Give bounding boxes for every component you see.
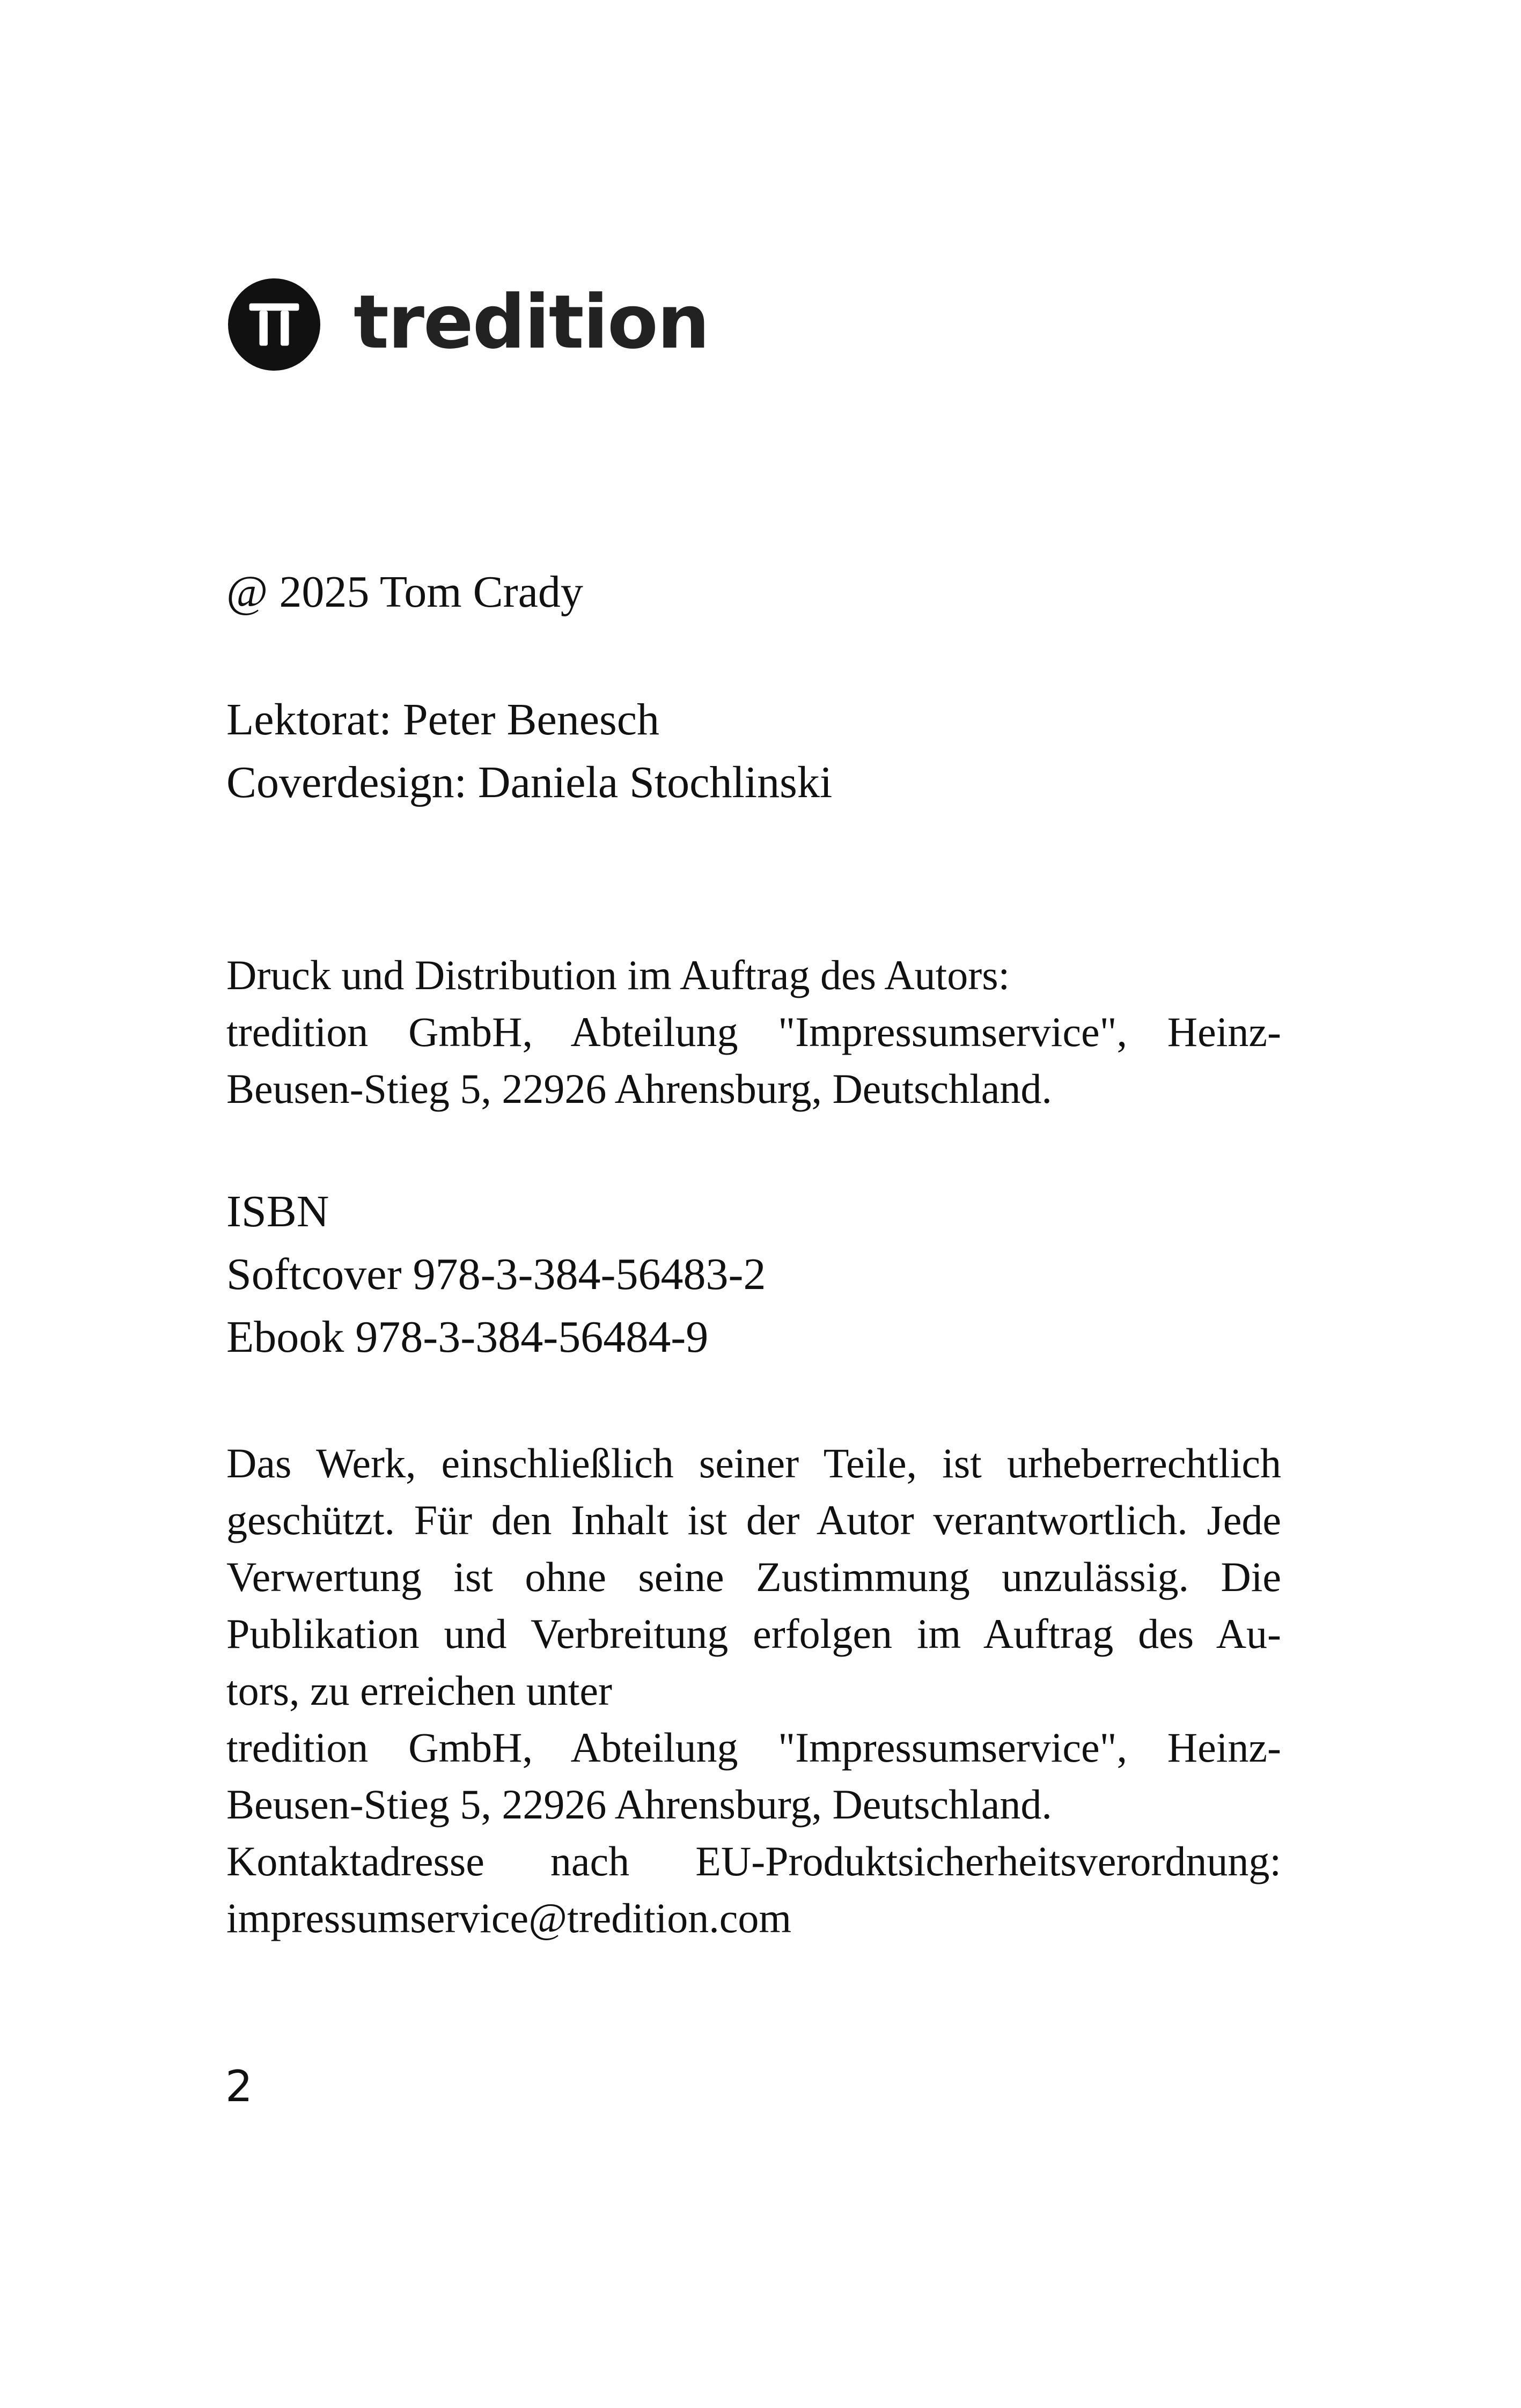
publisher-logo <box>228 276 709 373</box>
legal-line: Kontaktadresse nach EU-Produktsicherheitsverordnung: <box>226 1838 1281 1884</box>
legal-line: geschützt. Für den Inhalt ist der Autor verantwortlich. Jede <box>226 1497 1281 1543</box>
legal-line: tredition GmbH, Abteilung "Impressumservice", Heinz- <box>226 1724 1281 1771</box>
page-number: 2 <box>225 2061 253 2111</box>
contact-email: impressumservice@tredition.com <box>226 1895 792 1941</box>
isbn-heading: ISBN <box>226 1187 329 1236</box>
distribution-block <box>226 947 1281 1117</box>
legal-notice <box>226 1435 1281 1947</box>
isbn-block <box>226 1180 1281 1368</box>
credits-block <box>226 688 1281 814</box>
legal-line: Verwertung ist ohne seine Zustimmung unzulässig. Die <box>226 1553 1281 1600</box>
legal-line: tors, zu erreichen unter <box>226 1667 612 1714</box>
tredition-logo-icon <box>228 278 320 371</box>
distribution-line: Beusen-Stieg 5, 22926 Ahrensburg, Deutschland. <box>226 1065 1052 1112</box>
legal-line: Das Werk, einschließlich seiner Teile, ist urheberrechtlich <box>226 1440 1281 1486</box>
isbn-softcover: Softcover 978-3-384-56483-2 <box>226 1249 766 1299</box>
copyright-notice: @ 2025 Tom Crady <box>226 567 583 617</box>
editor-credit: Lektorat: Peter Benesch <box>226 695 660 745</box>
logo-wordmark: tredition <box>354 279 709 365</box>
distribution-line: tredition GmbH, Abteilung "Impressumservice", Heinz- <box>226 1008 1281 1055</box>
distribution-line: Druck und Distribution im Auftrag des Autors: <box>226 952 1010 998</box>
legal-line: Beusen-Stieg 5, 22926 Ahrensburg, Deutschland. <box>226 1781 1052 1828</box>
legal-line: Publikation und Verbreitung erfolgen im Auftrag des Au- <box>226 1610 1281 1657</box>
cover-design-credit: Coverdesign: Daniela Stochlinski <box>226 757 833 807</box>
isbn-ebook: Ebook 978-3-384-56484-9 <box>226 1312 709 1362</box>
